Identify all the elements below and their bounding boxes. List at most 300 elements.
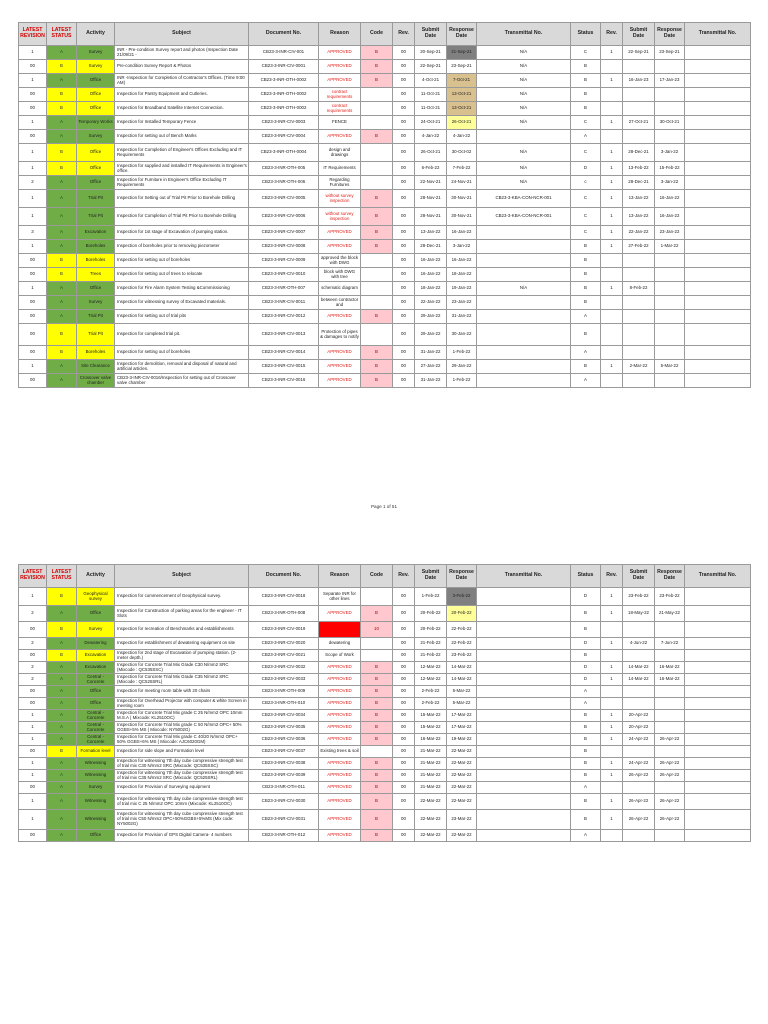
cell-submit-date: 16-Mar-22 (415, 734, 447, 746)
cell-submit-date: 4-Oct-21 (415, 74, 447, 88)
cell-code: B (361, 74, 393, 88)
cell-rev: 00 (393, 650, 415, 662)
cell-subject: Inspection for Furniture in Engineer's Office Excluding IT Requirements (115, 176, 249, 190)
cell-rev-2 (601, 88, 623, 102)
cell-activity: Trial Pit (77, 208, 115, 226)
cell-status: A (571, 830, 601, 842)
cell-subject: Inspection for witnessing 7th day cube compressive strength test of trial mix C 25 N/mm2 OPC 10mm (Mixcode: KL2510OC) (115, 794, 249, 810)
page-footer: Page 1 of 51 (370, 504, 398, 509)
cell-latest-revision: 1 (19, 734, 47, 746)
cell-latest-status: B (47, 588, 77, 606)
cell-submit-date: 20-Feb-22 (415, 606, 447, 622)
cell-code: B (361, 60, 393, 74)
cell-code: B (361, 722, 393, 734)
cell-response-date: 4-Jan-22 (447, 130, 477, 144)
cell-latest-status: A (47, 758, 77, 770)
cell-response-date-2 (655, 686, 685, 698)
cell-activity: Trial Pit (77, 310, 115, 324)
cell-rev-2 (601, 60, 623, 74)
cell-latest-revision: 2 (19, 674, 47, 686)
cell-response-date-2 (655, 254, 685, 268)
cell-activity: Crossover valve chamber (77, 374, 115, 388)
cell-document-no: CB23-3-INR-OTH-0002 (249, 102, 319, 116)
cell-rev-2 (601, 622, 623, 638)
cell-latest-revision: 1 (19, 360, 47, 374)
cell-response-date: 5-Mar-22 (447, 698, 477, 710)
cell-transmittal-no (477, 722, 571, 734)
cell-code: B (361, 310, 393, 324)
cell-activity: Witnessing (77, 810, 115, 830)
cell-document-no: CB23-3-INR-CIV-0001 (249, 60, 319, 74)
cell-response-date: 22-Feb-22 (447, 622, 477, 638)
cell-subject: Inspection for recreation of Benchmarks and establishments (115, 622, 249, 638)
cell-transmittal-no: N/A (477, 162, 571, 176)
header-activity: Activity (77, 23, 115, 46)
cell-submit-date-2: 8-Feb-22 (623, 282, 655, 296)
cell-response-date-2: 26-Apr-22 (655, 734, 685, 746)
cell-reason: contract requirements (319, 102, 361, 116)
cell-document-no: CB23-3-INR-OTH-009 (249, 686, 319, 698)
table-row (19, 324, 751, 346)
cell-latest-status: B (47, 88, 77, 102)
cell-latest-status: A (47, 190, 77, 208)
cell-reason: contract requirements (319, 88, 361, 102)
cell-response-date: 22-Mar-22 (447, 770, 477, 782)
cell-code (361, 268, 393, 282)
cell-reason: FENCE (319, 116, 361, 130)
table-row (19, 770, 751, 782)
cell-reason: APPROVED (319, 346, 361, 360)
cell-rev: 00 (393, 638, 415, 650)
cell-submit-date-2: 18-May-22 (623, 606, 655, 622)
table-row (19, 374, 751, 388)
cell-response-date-2 (655, 722, 685, 734)
cell-response-date: 30-Jan-22 (447, 324, 477, 346)
cell-submit-date: 21-Mar-22 (415, 782, 447, 794)
cell-latest-status: A (47, 310, 77, 324)
cell-transmittal-no (477, 674, 571, 686)
cell-document-no: CB23-3-INR-CIV-0009 (249, 254, 319, 268)
cell-rev-2 (601, 746, 623, 758)
inspection-register-table (18, 564, 751, 842)
cell-subject: Inspection for setting out of trial pits (115, 310, 249, 324)
cell-subject: Inspection for Provision of GPS Digital Camera- 4 numbers (115, 830, 249, 842)
cell-submit-date-2: 4-Jun-22 (623, 638, 655, 650)
cell-latest-revision: 2 (19, 606, 47, 622)
cell-transmittal-no-2 (685, 650, 751, 662)
cell-reason: APPROVED (319, 360, 361, 374)
cell-reason: APPROVED (319, 758, 361, 770)
cell-response-date: 16-Jan-22 (447, 226, 477, 240)
header-reason: Reason (319, 565, 361, 588)
cell-latest-revision: 00 (19, 268, 47, 282)
cell-rev: 00 (393, 622, 415, 638)
table-row (19, 282, 751, 296)
cell-transmittal-no (477, 734, 571, 746)
cell-rev: 00 (393, 324, 415, 346)
cell-transmittal-no (477, 746, 571, 758)
table-row (19, 296, 751, 310)
cell-transmittal-no-2 (685, 698, 751, 710)
cell-activity: Temporary Works (77, 116, 115, 130)
cell-subject: Inspection for witnessing survey of Excavated materials. (115, 296, 249, 310)
cell-status: C (571, 116, 601, 130)
cell-response-date-2: 26-Apr-22 (655, 810, 685, 830)
cell-code (361, 324, 393, 346)
cell-response-date: 22-Feb-22 (447, 638, 477, 650)
cell-subject: Inspection for completed trial pit. (115, 324, 249, 346)
cell-response-date-2 (655, 830, 685, 842)
cell-transmittal-no (477, 810, 571, 830)
cell-response-date: 20-Feb-22 (447, 606, 477, 622)
cell-document-no: CB23-3-INR-CIV-0003 (249, 116, 319, 130)
cell-response-date: 31-Jan-22 (447, 310, 477, 324)
cell-rev: 00 (393, 282, 415, 296)
cell-rev-2: 1 (601, 360, 623, 374)
cell-response-date: 13-Oct-21 (447, 102, 477, 116)
cell-latest-status: A (47, 794, 77, 810)
cell-latest-status: A (47, 830, 77, 842)
cell-reason: APPROVED (319, 60, 361, 74)
cell-document-no: CB23-3-INR-CIV-0018 (249, 588, 319, 606)
cell-response-date-2 (655, 130, 685, 144)
cell-response-date-2: 21-May-22 (655, 606, 685, 622)
cell-latest-status: A (47, 782, 77, 794)
header-document-no: Document No. (249, 565, 319, 588)
cell-document-no: CB23-3-INR-CIV-0005 (249, 190, 319, 208)
cell-latest-revision: 00 (19, 622, 47, 638)
cell-document-no: CB23-3-INR-OTH-011 (249, 782, 319, 794)
cell-document-no: CB23-3-INR-CIV-0014 (249, 346, 319, 360)
cell-response-date-2 (655, 268, 685, 282)
cell-subject: Inspection for Concrete Trial Mix grade C 25 N/mm2 OPC 10mm M.S.A ( Mixcode: KL2510OC) (115, 710, 249, 722)
cell-transmittal-no-2 (685, 360, 751, 374)
table-header (19, 23, 751, 46)
cell-submit-date-2: 13-Feb-22 (623, 162, 655, 176)
cell-reason: APPROVED (319, 310, 361, 324)
cell-response-date: 22-Mar-22 (447, 794, 477, 810)
cell-activity: Office (77, 698, 115, 710)
cell-code: B (361, 240, 393, 254)
cell-rev-2 (601, 830, 623, 842)
cell-response-date: 30-Oct-02 (447, 144, 477, 162)
cell-transmittal-no (477, 686, 571, 698)
cell-subject: Inspection for setting out of Bench Marks (115, 130, 249, 144)
table-row (19, 674, 751, 686)
cell-submit-date-2: 24-Apr-22 (623, 734, 655, 746)
cell-submit-date-2: 14-Mar-22 (623, 662, 655, 674)
table-row (19, 176, 751, 190)
cell-rev-2: 1 (601, 674, 623, 686)
cell-submit-date: 15-Mar-22 (415, 722, 447, 734)
cell-rev: 00 (393, 254, 415, 268)
cell-submit-date-2 (623, 650, 655, 662)
cell-submit-date-2 (623, 324, 655, 346)
cell-reason: without survey inspection (319, 190, 361, 208)
cell-latest-status: A (47, 360, 77, 374)
cell-transmittal-no (477, 770, 571, 782)
cell-submit-date-2 (623, 310, 655, 324)
cell-rev-2: 1 (601, 758, 623, 770)
cell-rev: 00 (393, 46, 415, 60)
cell-activity: Excavation (77, 662, 115, 674)
cell-document-no: CB23-3-INR-CIV-0038 (249, 758, 319, 770)
cell-document-no: CB23-3-INR-CIV-0016 (249, 374, 319, 388)
register-page-1 (18, 22, 750, 388)
cell-rev-2 (601, 374, 623, 388)
cell-document-no: CB23-3-INR-CIV-0030 (249, 794, 319, 810)
cell-response-date-2: 1-Mar-22 (655, 240, 685, 254)
header-submit-date-2: Submit Date (623, 565, 655, 588)
cell-rev: 00 (393, 734, 415, 746)
cell-rev-2: 1 (601, 794, 623, 810)
cell-rev: 00 (393, 116, 415, 130)
cell-document-no: CB23-3-INR-CIV-0008 (249, 240, 319, 254)
table-row (19, 74, 751, 88)
cell-rev-2 (601, 686, 623, 698)
cell-latest-status: A (47, 282, 77, 296)
cell-submit-date: 1-Feb-22 (415, 588, 447, 606)
cell-submit-date-2: 2-Mar-22 (623, 360, 655, 374)
cell-transmittal-no-2 (685, 74, 751, 88)
cell-response-date: 23-Sep-21 (447, 60, 477, 74)
cell-code: B (361, 674, 393, 686)
cell-reason: APPROVED (319, 770, 361, 782)
cell-document-no: CB23-3-INR-CIV-0034 (249, 710, 319, 722)
cell-transmittal-no-2 (685, 226, 751, 240)
cell-rev-2: 1 (601, 240, 623, 254)
cell-latest-revision: 1 (19, 810, 47, 830)
cell-latest-status: A (47, 226, 77, 240)
cell-submit-date-2 (623, 346, 655, 360)
cell-submit-date-2: 22-Jan-22 (623, 226, 655, 240)
table-row (19, 698, 751, 710)
cell-submit-date: 12-Mar-22 (415, 662, 447, 674)
cell-response-date: 29-Jan-22 (447, 360, 477, 374)
cell-document-no: CB23-3-INR-OTH-007 (249, 282, 319, 296)
cell-rev-2: 1 (601, 770, 623, 782)
cell-transmittal-no-2 (685, 254, 751, 268)
cell-latest-revision: 00 (19, 130, 47, 144)
cell-submit-date: 21-Mar-22 (415, 746, 447, 758)
cell-rev-2: 1 (601, 588, 623, 606)
cell-rev-2 (601, 650, 623, 662)
cell-status: B (571, 710, 601, 722)
cell-transmittal-no-2 (685, 746, 751, 758)
cell-submit-date: 12-Mar-22 (415, 674, 447, 686)
cell-transmittal-no (477, 758, 571, 770)
cell-document-no: CB23-3-INR-CIV-0013 (249, 324, 319, 346)
cell-submit-date-2: 13-Jan-22 (623, 190, 655, 208)
cell-response-date: 23-Feb-22 (447, 650, 477, 662)
cell-status: D (571, 674, 601, 686)
header-response-date-2: Response Date (655, 565, 685, 588)
table-row (19, 190, 751, 208)
cell-latest-status: B (47, 254, 77, 268)
cell-latest-status: A (47, 130, 77, 144)
cell-rev: 00 (393, 162, 415, 176)
cell-code (361, 638, 393, 650)
cell-response-date-2: 26-Apr-22 (655, 758, 685, 770)
cell-status: B (571, 606, 601, 622)
cell-transmittal-no-2 (685, 662, 751, 674)
cell-rev: 00 (393, 296, 415, 310)
cell-latest-status: A (47, 638, 77, 650)
cell-response-date-2 (655, 622, 685, 638)
cell-status: B (571, 74, 601, 88)
table-row (19, 208, 751, 226)
cell-submit-date-2: 13-Jan-22 (623, 208, 655, 226)
header-response-date-2: Response Date (655, 23, 685, 46)
cell-transmittal-no (477, 782, 571, 794)
cell-submit-date: 2-Feb-22 (415, 698, 447, 710)
cell-latest-revision: 1 (19, 770, 47, 782)
cell-submit-date-2 (623, 60, 655, 74)
cell-subject: INR - Pre-condition Survey report and photos (Inspection Date 21/09/21 - (115, 46, 249, 60)
cell-code: B (361, 130, 393, 144)
table-row (19, 162, 751, 176)
cell-latest-revision: 1 (19, 162, 47, 176)
cell-response-date: 16-Jan-22 (447, 254, 477, 268)
cell-status: B (571, 650, 601, 662)
cell-reason: APPROVED (319, 74, 361, 88)
cell-status: D (571, 588, 601, 606)
header-latest-status: LATEST STATUS (47, 23, 77, 46)
cell-transmittal-no-2 (685, 208, 751, 226)
cell-reason: IT Requirements (319, 162, 361, 176)
cell-reason: APPROVED (319, 794, 361, 810)
cell-status: A (571, 374, 601, 388)
cell-document-no: CB23-3-INR-CIV-0031 (249, 810, 319, 830)
cell-subject: Inspection for demolition, removal and disposal of natural and artificial articles. (115, 360, 249, 374)
cell-submit-date-2 (623, 746, 655, 758)
cell-status: C (571, 208, 601, 226)
cell-reason: APPROVED (319, 226, 361, 240)
cell-latest-status: A (47, 208, 77, 226)
cell-latest-revision: 00 (19, 310, 47, 324)
cell-transmittal-no-2 (685, 116, 751, 130)
cell-document-no: CB23-3-INR-CIV-0021 (249, 650, 319, 662)
cell-rev: 00 (393, 758, 415, 770)
cell-response-date: 14-Mar-22 (447, 662, 477, 674)
table-row (19, 268, 751, 282)
cell-latest-revision: 1 (19, 722, 47, 734)
header-reason: Reason (319, 23, 361, 46)
cell-rev: 00 (393, 588, 415, 606)
cell-latest-revision: 00 (19, 102, 47, 116)
header-status: Status (571, 23, 601, 46)
cell-transmittal-no-2 (685, 588, 751, 606)
cell-submit-date: 18-Jan-22 (415, 282, 447, 296)
cell-submit-date: 22-Nov-21 (415, 176, 447, 190)
header-document-no: Document No. (249, 23, 319, 46)
table-row (19, 722, 751, 734)
table-row (19, 662, 751, 674)
cell-latest-revision: 1 (19, 74, 47, 88)
cell-response-date-2: 3-Jan-22 (655, 176, 685, 190)
cell-submit-date: 15-Mar-22 (415, 710, 447, 722)
cell-activity: Central - Concrete (77, 674, 115, 686)
cell-subject: Inspection for Provision of Surveying equipment (115, 782, 249, 794)
cell-code: B (361, 360, 393, 374)
cell-transmittal-no-2 (685, 830, 751, 842)
cell-transmittal-no-2 (685, 144, 751, 162)
table-row (19, 830, 751, 842)
cell-rev: 00 (393, 674, 415, 686)
cell-transmittal-no (477, 296, 571, 310)
cell-transmittal-no-2 (685, 734, 751, 746)
cell-status: B (571, 758, 601, 770)
cell-code: B (361, 782, 393, 794)
cell-submit-date: 28-Nov-21 (415, 208, 447, 226)
cell-reason: dewatering (319, 638, 361, 650)
header-submit-date-2: Submit Date (623, 23, 655, 46)
cell-subject: Inspection for setting out of boreholes (115, 254, 249, 268)
cell-transmittal-no (477, 662, 571, 674)
cell-response-date: 19-Mar-22 (447, 734, 477, 746)
table-row (19, 254, 751, 268)
cell-reason: Separate INR for other lines (319, 588, 361, 606)
cell-submit-date-2: 16-Jan-23 (623, 74, 655, 88)
cell-response-date: 23-Mar-22 (447, 810, 477, 830)
cell-transmittal-no-2 (685, 130, 751, 144)
cell-status: A (571, 782, 601, 794)
table-row (19, 622, 751, 638)
cell-submit-date: 16-Jan-22 (415, 254, 447, 268)
cell-activity: Witnessing (77, 758, 115, 770)
cell-latest-revision: 1 (19, 282, 47, 296)
cell-rev-2: 1 (601, 710, 623, 722)
cell-latest-revision: 1 (19, 46, 47, 60)
cell-document-no: CB23-3-INR-OTH-008 (249, 606, 319, 622)
cell-document-no: CB23-3-INR-CIV-0037 (249, 746, 319, 758)
table-body (19, 46, 751, 388)
cell-subject: Inspection for Concrete Trial Mix grade C 50 N/mm2 OPC+ 50% GGBS+5% MS ( Mixcode: NY5002G) (115, 722, 249, 734)
cell-status: B (571, 102, 601, 116)
cell-latest-revision: 1 (19, 794, 47, 810)
cell-latest-revision: 00 (19, 254, 47, 268)
cell-reason: APPROVED (319, 698, 361, 710)
cell-transmittal-no-2 (685, 296, 751, 310)
cell-latest-revision: 2 (19, 638, 47, 650)
cell-submit-date-2: 26-Apr-22 (623, 794, 655, 810)
cell-response-date: 18-Jan-22 (447, 268, 477, 282)
cell-submit-date: 13-Jan-22 (415, 226, 447, 240)
cell-submit-date: 27-Jan-22 (415, 360, 447, 374)
cell-submit-date: 11-Oct-21 (415, 88, 447, 102)
cell-submit-date: 4-Jan-22 (415, 130, 447, 144)
cell-subject: Inspection for Completion of Engineer's Offices Excluding and IT Requirements (115, 144, 249, 162)
cell-transmittal-no (477, 346, 571, 360)
cell-status: B (571, 770, 601, 782)
cell-transmittal-no: N/A (477, 88, 571, 102)
cell-submit-date: 21-Mar-22 (415, 758, 447, 770)
cell-latest-revision: 1 (19, 190, 47, 208)
header-subject: Subject (115, 565, 249, 588)
cell-rev-2: 1 (601, 144, 623, 162)
cell-code: B (361, 346, 393, 360)
cell-activity: Office (77, 102, 115, 116)
cell-rev-2: 1 (601, 74, 623, 88)
cell-submit-date: 21-Feb-22 (415, 638, 447, 650)
cell-latest-revision: 00 (19, 746, 47, 758)
cell-rev: 00 (393, 208, 415, 226)
cell-activity: Excavation (77, 226, 115, 240)
cell-transmittal-no-2 (685, 310, 751, 324)
cell-submit-date-2 (623, 88, 655, 102)
cell-latest-status: B (47, 324, 77, 346)
table-body (19, 588, 751, 842)
